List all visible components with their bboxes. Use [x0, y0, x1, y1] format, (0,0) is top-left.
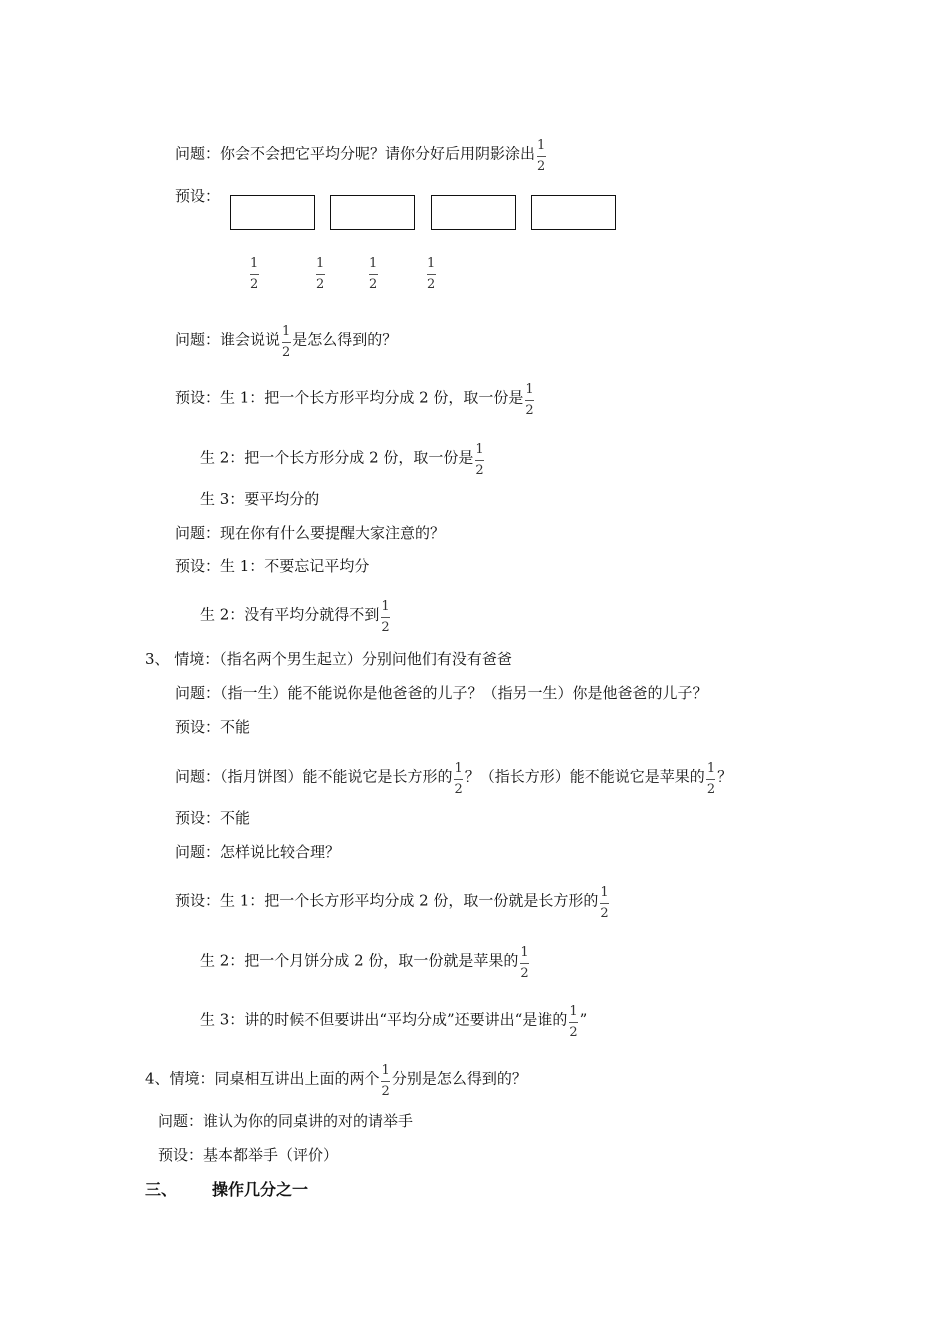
student-2-answer: 生 2：把一个长方形分成 2 份，取一份是 $\frac{1}{2}$	[200, 442, 484, 478]
question-2: 问题：谁会说说 $\frac{1}{2}$ 是怎么得到的？	[175, 324, 398, 360]
part-3-title: 操作几分之一	[212, 1180, 309, 1199]
question-1: 问题：你会不会把它平均分呢？请你分好后用阴影涂出 $\frac{1}{2}$	[175, 138, 546, 174]
preset-1: 预设：	[175, 187, 221, 205]
question-7: 问题：谁认为你的同桌讲的对的请举手	[158, 1112, 414, 1130]
preset-3: 预设：生 1：不要忘记平均分	[175, 557, 370, 575]
preset-5: 预设：不能	[175, 809, 251, 827]
question-4: 问题：（指一生）能不能说你是他爸爸的儿子？（指另一生）你是他爸爸的儿子？	[175, 684, 708, 702]
preset-2: 预设：生 1：把一个长方形平均分成 2 份，取一份是 $\frac{1}{2}$	[175, 382, 534, 418]
question-5: 问题：（指月饼图）能不能说它是长方形的 $\frac{1}{2}$ ？（指长方形）能不能说它是苹果的 $\frac{1}{2}$ ？	[175, 761, 733, 797]
rect-fraction-1: $\frac{1}{2}$	[250, 256, 259, 292]
rectangle-1	[230, 195, 315, 230]
preset-4: 预设：不能	[175, 718, 251, 736]
student-3-answer-b: 生 3：讲的时候不但要讲出“平均分成”还要讲出“是谁的 $\frac{1}{2}$ ”	[200, 1004, 588, 1040]
rect-fraction-4: $\frac{1}{2}$	[427, 256, 436, 292]
question-6: 问题：怎样说比较合理？	[175, 843, 341, 861]
rectangle-4	[531, 195, 616, 230]
rect-fraction-3: $\frac{1}{2}$	[369, 256, 378, 292]
fraction-half: $\frac{1}{2}$	[537, 138, 546, 174]
preset-7: 预设：基本都举手（评价）	[158, 1146, 339, 1164]
section-3-heading: 3、 情境：（指名两个男生起立）分别问他们有没有爸爸	[145, 650, 512, 668]
student-3-answer: 生 3：要平均分的	[200, 490, 320, 508]
rectangle-3	[431, 195, 516, 230]
student-2-answer-c: 生 2：把一个月饼分成 2 份，取一份就是苹果的 $\frac{1}{2}$	[200, 945, 529, 981]
rect-fraction-2: $\frac{1}{2}$	[316, 256, 325, 292]
preset-6: 预设：生 1：把一个长方形平均分成 2 份，取一份就是长方形的 $\frac{1}{2}$	[175, 885, 609, 921]
section-4-heading: 4、情境：同桌相互讲出上面的两个 $\frac{1}{2}$ 分别是怎么得到的？	[145, 1063, 527, 1099]
student-2-answer-b: 生 2：没有平均分就得不到 $\frac{1}{2}$	[200, 599, 390, 635]
question-3: 问题：现在你有什么要提醒大家注意的？	[175, 524, 446, 542]
rectangle-2	[330, 195, 415, 230]
part-3-number: 三、	[145, 1180, 178, 1199]
